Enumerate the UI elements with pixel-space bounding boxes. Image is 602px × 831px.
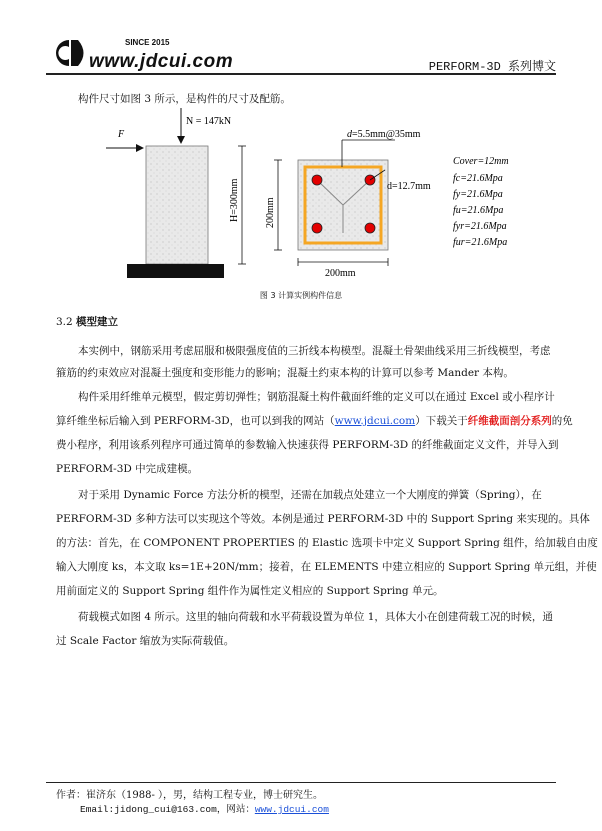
rebar: [365, 223, 375, 233]
text-span: 算纤维坐标后输入到 PERFORM-3D，也可以到我的网站（: [56, 415, 335, 427]
paragraph-line: 过 Scale Factor 缩放为实际荷载值。: [56, 635, 235, 647]
paragraph-line: 对于采用 Dynamic Force 方法分析的模型，还需在加载点处建立一个大刚度的弹簧（Spring），在: [78, 489, 542, 501]
column-height-label: H=300mm: [229, 178, 240, 222]
section-number: 3.2: [56, 316, 73, 328]
contact-info: [80, 801, 329, 815]
stirrup-label: d=5.5mm@35mm: [347, 129, 421, 140]
logo-since: SINCE 2015: [125, 38, 170, 47]
prop-fu: fu=21.6Mpa: [453, 205, 504, 216]
header-title: PERFORM-3D 系列博文: [428, 60, 556, 74]
rebar: [312, 175, 322, 185]
fiber-series-link[interactable]: 纤维截面剖分系列: [467, 415, 552, 427]
section-heading: [56, 314, 118, 329]
prop-cover: Cover=12mm: [453, 156, 509, 167]
column-body: [146, 146, 208, 264]
section-height-label: 200mm: [265, 197, 276, 228]
prop-fy: fy=21.6Mpa: [453, 189, 503, 200]
paragraph-line: 荷载模式如图 4 所示。这里的轴向荷载和水平荷载设置为单位 1，具体大小在创建荷载工况的时候，通: [78, 611, 553, 623]
rebar-diameter-label: d=12.7mm: [387, 181, 431, 192]
text-span: ）下载关于: [415, 415, 468, 427]
axial-load-label: N = 147kN: [186, 116, 232, 127]
section-width-label: 200mm: [325, 268, 356, 279]
figure-caption: 图 3 计算实例构件信息: [259, 291, 343, 300]
paragraph-line: 的方法：首先，在 COMPONENT PROPERTIES 的 Elastic 选项卡中定义 Support Spring 组件，给加载自由度: [56, 537, 598, 549]
prop-fur: fur=21.6Mpa: [453, 237, 508, 248]
rebar: [312, 223, 322, 233]
logo-url: www.jdcui.com: [89, 51, 234, 72]
intro-text: 构件尺寸如图 3 所示，是构件的尺寸及配筋。: [78, 93, 291, 105]
author-info: 作者：崔济东（1988- ），男，结构工程专业，博士研究生。: [56, 790, 324, 801]
paragraph-line: 用前面定义的 Support Spring 组件作为属性定义相应的 Support Spring 单元。: [56, 585, 444, 597]
text-span: 的免: [551, 415, 573, 427]
paragraph-line: 本实例中，钢筋采用考虑屈服和极限强度值的三折线本构模型。混凝土骨架曲线采用三折线模型，考虑: [78, 345, 551, 357]
paragraph-line: 构件采用纤维单元模型，假定剪切弹性；钢筋混凝土构件截面纤维的定义可以在通过 Excel 或小程序计: [78, 391, 555, 403]
section-title: 模型建立: [76, 316, 119, 328]
figure-3: [0, 0, 602, 300]
paragraph-line: PERFORM-3D 多种方法可以实现这个等效。本例是通过 PERFORM-3D 中的 Support Spring 来实现的。具体: [56, 513, 590, 525]
footer-website-link[interactable]: www.jdcui.com: [254, 804, 329, 815]
column-base: [127, 264, 224, 278]
prop-fc: fc=21.6Mpa: [453, 173, 503, 184]
website-link[interactable]: www.jdcui.com: [334, 415, 416, 427]
paragraph-line: PERFORM-3D 中完成建模。: [56, 463, 199, 475]
lateral-load-label: F: [118, 129, 125, 140]
paragraph-line: 箍筋的约束效应对混凝土强度和变形能力的影响；混凝土约束本构的计算可以参考 Mander 本构。: [56, 367, 514, 379]
email-text: Email:jidong_cui@163.com，网站：: [80, 804, 255, 815]
prop-fyr: fyr=21.6Mpa: [453, 221, 507, 232]
paragraph-line: 输入大刚度 ks，本文取 ks=1E+20N/mm；接着，在 ELEMENTS 中建立相应的 Support Spring 单元组，并使: [56, 561, 597, 573]
paragraph-line: [56, 411, 573, 431]
footer-divider: [46, 782, 556, 783]
paragraph-line: 费小程序，利用该系列程序可通过简单的参数输入快速获得 PERFORM-3D 的纤维截面定义文件，并导入到: [56, 439, 559, 451]
